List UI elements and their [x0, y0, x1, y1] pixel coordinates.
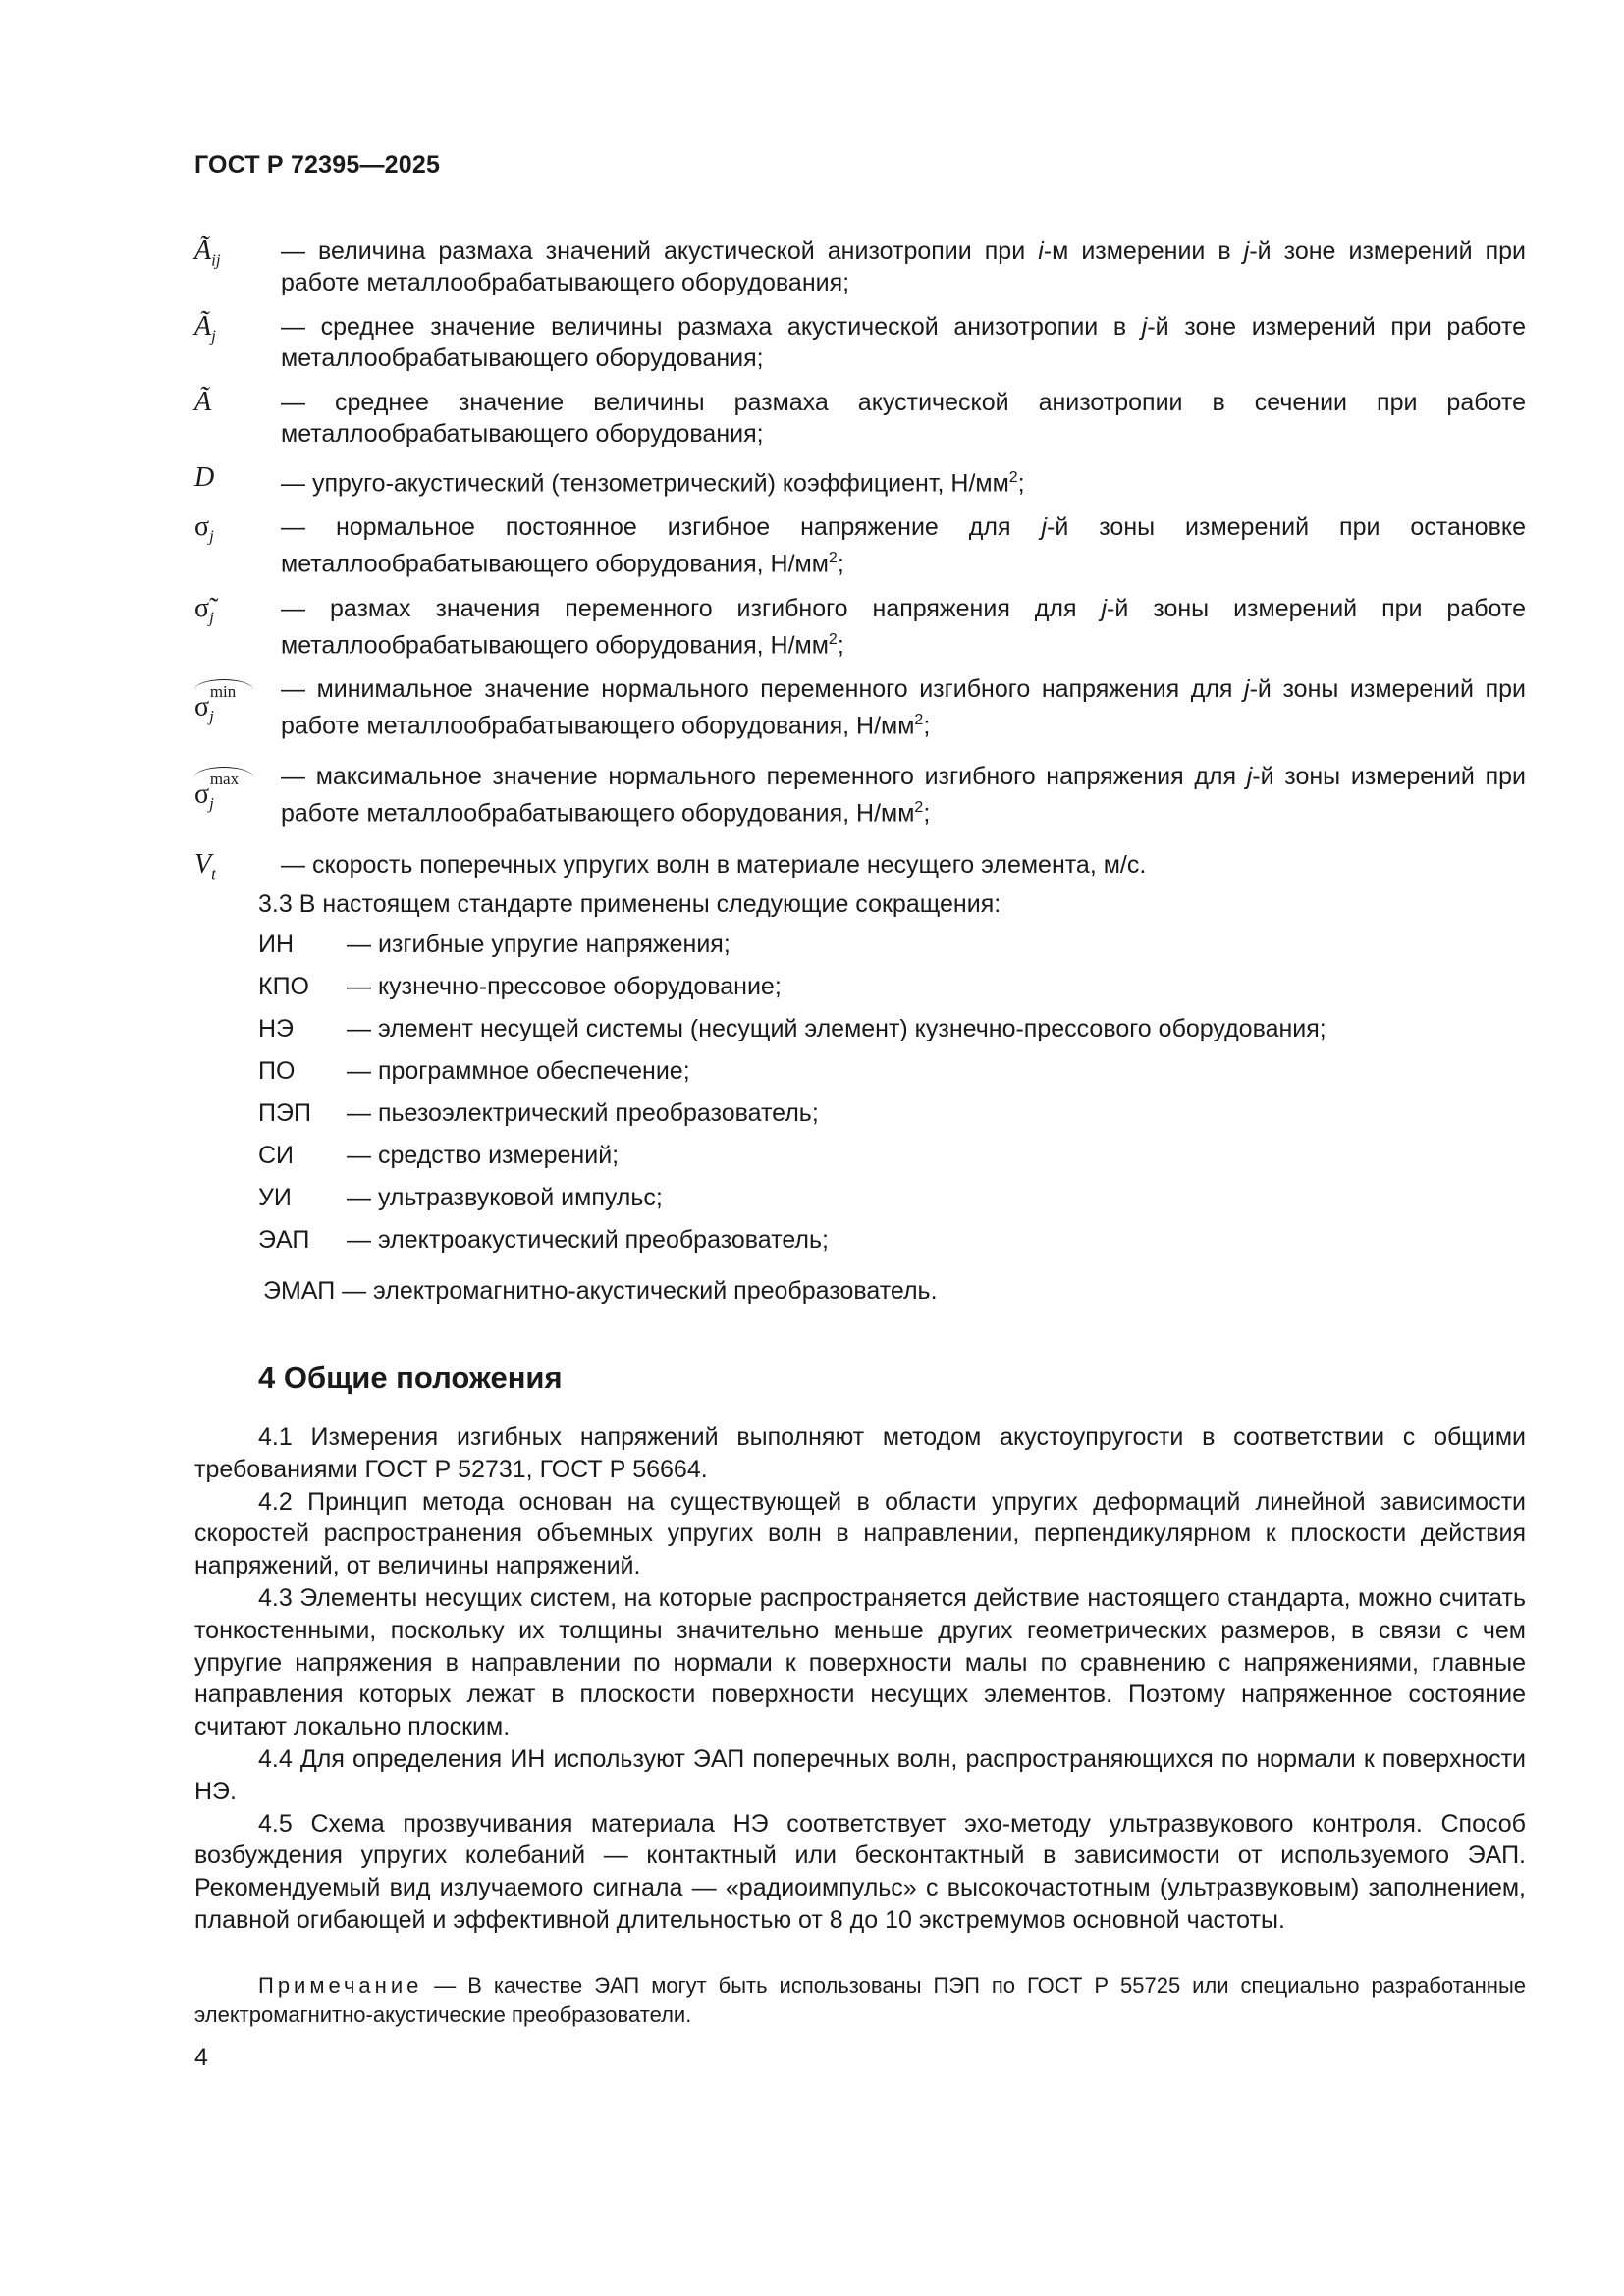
definition-text: — среднее значение величины размаха акустической анизотропии в j-й зоне измерений при работе металлообрабатывающего оборудования;: [281, 313, 1526, 372]
symbol: $V_t$: [194, 848, 216, 883]
note-text: — В качестве ЭАП могут быть использованы ПЭП по ГОСТ Р 55725 или специально разработанные электромагнитно-акустические преобразователи.: [194, 1973, 1526, 2027]
note: [194, 1971, 1526, 2030]
definition-item: [194, 673, 1526, 741]
section-body: [194, 1421, 1526, 1937]
paragraph: 4.5 Схема прозвучивания материала НЭ соответствует эхо-методу ультразвукового контроля. Способ возбуждения упругих колебаний — контактный или бесконтактный в зависимости от используемого ЭАП. Рекомендуемый вид излучаемого сигнала — «радиоимпульс» с высокочастотным (ультразвуковым) заполнением, плавной огибающей и эффективной длительностью от 8 до 10 экстремумов основной частоты.: [194, 1809, 1526, 1934]
definition-item: [194, 593, 1526, 661]
definition-item: [194, 511, 1526, 579]
symbol: $\sigma_j^{min}$: [194, 673, 281, 726]
definition-item: [194, 761, 1526, 828]
definition-text: — минимальное значение нормального переменного изгибного напряжения для j-й зоны измерений при работе металлообрабатывающего оборудования, $Н/мм^2$;: [281, 674, 1526, 740]
symbol: $\sigmã_j$: [194, 592, 214, 627]
page-number: 4: [194, 2044, 208, 2071]
paragraph: 4.2 Принцип метода основан на существующей в области упругих деформаций линейной зависимости скоростей распространения объемных упругих волн в направлении, перпендикулярном к плоскости действия напряжений, от величины напряжений.: [194, 1487, 1526, 1580]
symbol-definitions: [194, 236, 1526, 881]
definition-text: — максимальное значение нормального переменного изгибного напряжения для j-й зоны измерений при работе металлообрабатывающего оборудования, $Н/мм^2$;: [281, 763, 1526, 828]
abbreviations-list: [258, 929, 1525, 1317]
definition-text: — скорость поперечных упругих волн в материале несущего элемента, м/с.: [281, 850, 1147, 879]
symbol: Ã: [194, 387, 212, 417]
symbol: $\sigma_j^{max}$: [194, 761, 281, 814]
definition-text: — упруго-акустический (тензометрический) коэффициент, $Н/мм^2$;: [281, 469, 1025, 498]
abbreviation-item: СИ — средство измерений;: [258, 1142, 620, 1169]
symbol: D: [194, 462, 215, 493]
definition-item: [194, 311, 1526, 374]
abbreviation-item: ЭАП — электроакустический преобразователь;: [258, 1226, 829, 1254]
definition-text: — среднее значение величины размаха акустической анизотропии в сечении при работе металлообрабатывающего оборудования;: [281, 389, 1526, 448]
definition-item: [194, 849, 1526, 881]
abbreviation-item: УИ — ультразвуковой импульс;: [258, 1184, 663, 1211]
symbol: $Ã_j$: [194, 311, 216, 346]
section-title: 4 Общие положения: [258, 1361, 563, 1395]
note-label: Примечание: [258, 1973, 423, 1998]
symbol: $\sigma_j$: [194, 511, 214, 546]
paragraph: 4.1 Измерения изгибных напряжений выполняют методом акустоупругости в соответствии с общими требованиями ГОСТ Р 52731, ГОСТ Р 56664.: [194, 1423, 1526, 1483]
symbol: $Ã_{ij}$: [194, 236, 221, 270]
paragraph: 4.3 Элементы несущих систем, на которые распространяется действие настоящего стандарта, можно считать тонкостенными, поскольку их толщины значительно меньше других геометрических размеров, в связи с чем упругие напряжения в направлении по нормали к поверхности малы по сравнению с напряжениями, главные направления которых лежат в плоскости поверхности несущих элементов. Поэтому напряженное состояние считают локально плоским.: [194, 1583, 1526, 1741]
definition-item: [194, 236, 1526, 298]
abbreviation-item: КПО — кузнечно-прессовое оборудование;: [258, 973, 782, 1000]
abbreviation-item: НЭ — элемент несущей системы (несущий элемент) кузнечно-прессового оборудования;: [258, 1015, 1326, 1042]
paragraph: 4.4 Для определения ИН используют ЭАП поперечных волн, распространяющихся по нормали к поверхности НЭ.: [194, 1744, 1526, 1805]
definition-text: — величина размаха значений акустической анизотропии при i-м измерении в j-й зоне измерений при работе металлообрабатывающего оборудования;: [281, 238, 1526, 296]
definition-item: [194, 462, 1526, 499]
definition-text: — размах значения переменного изгибного напряжения для j-й зоны измерений при работе металлообрабатывающего оборудования, $Н/мм^2$;: [281, 594, 1526, 659]
abbreviation-item: ПЭП — пьезоэлектрический преобразователь;: [258, 1099, 819, 1127]
abbreviation-item: ИН — изгибные упругие напряжения;: [258, 931, 731, 958]
document-header: ГОСТ Р 72395—2025: [194, 151, 441, 179]
definition-text: — нормальное постоянное изгибное напряжение для j-й зоны измерений при остановке металлообрабатывающего оборудования, $Н/мм^2$;: [281, 513, 1526, 578]
abbreviation-item: ПО — программное обеспечение;: [258, 1057, 690, 1085]
abbreviations-intro: 3.3 В настоящем стандарте применены следующие сокращения:: [258, 890, 1001, 918]
abbreviation-item: ЭМАП — электромагнитно-акустический преобразователь.: [263, 1277, 938, 1305]
definition-item: [194, 387, 1526, 450]
